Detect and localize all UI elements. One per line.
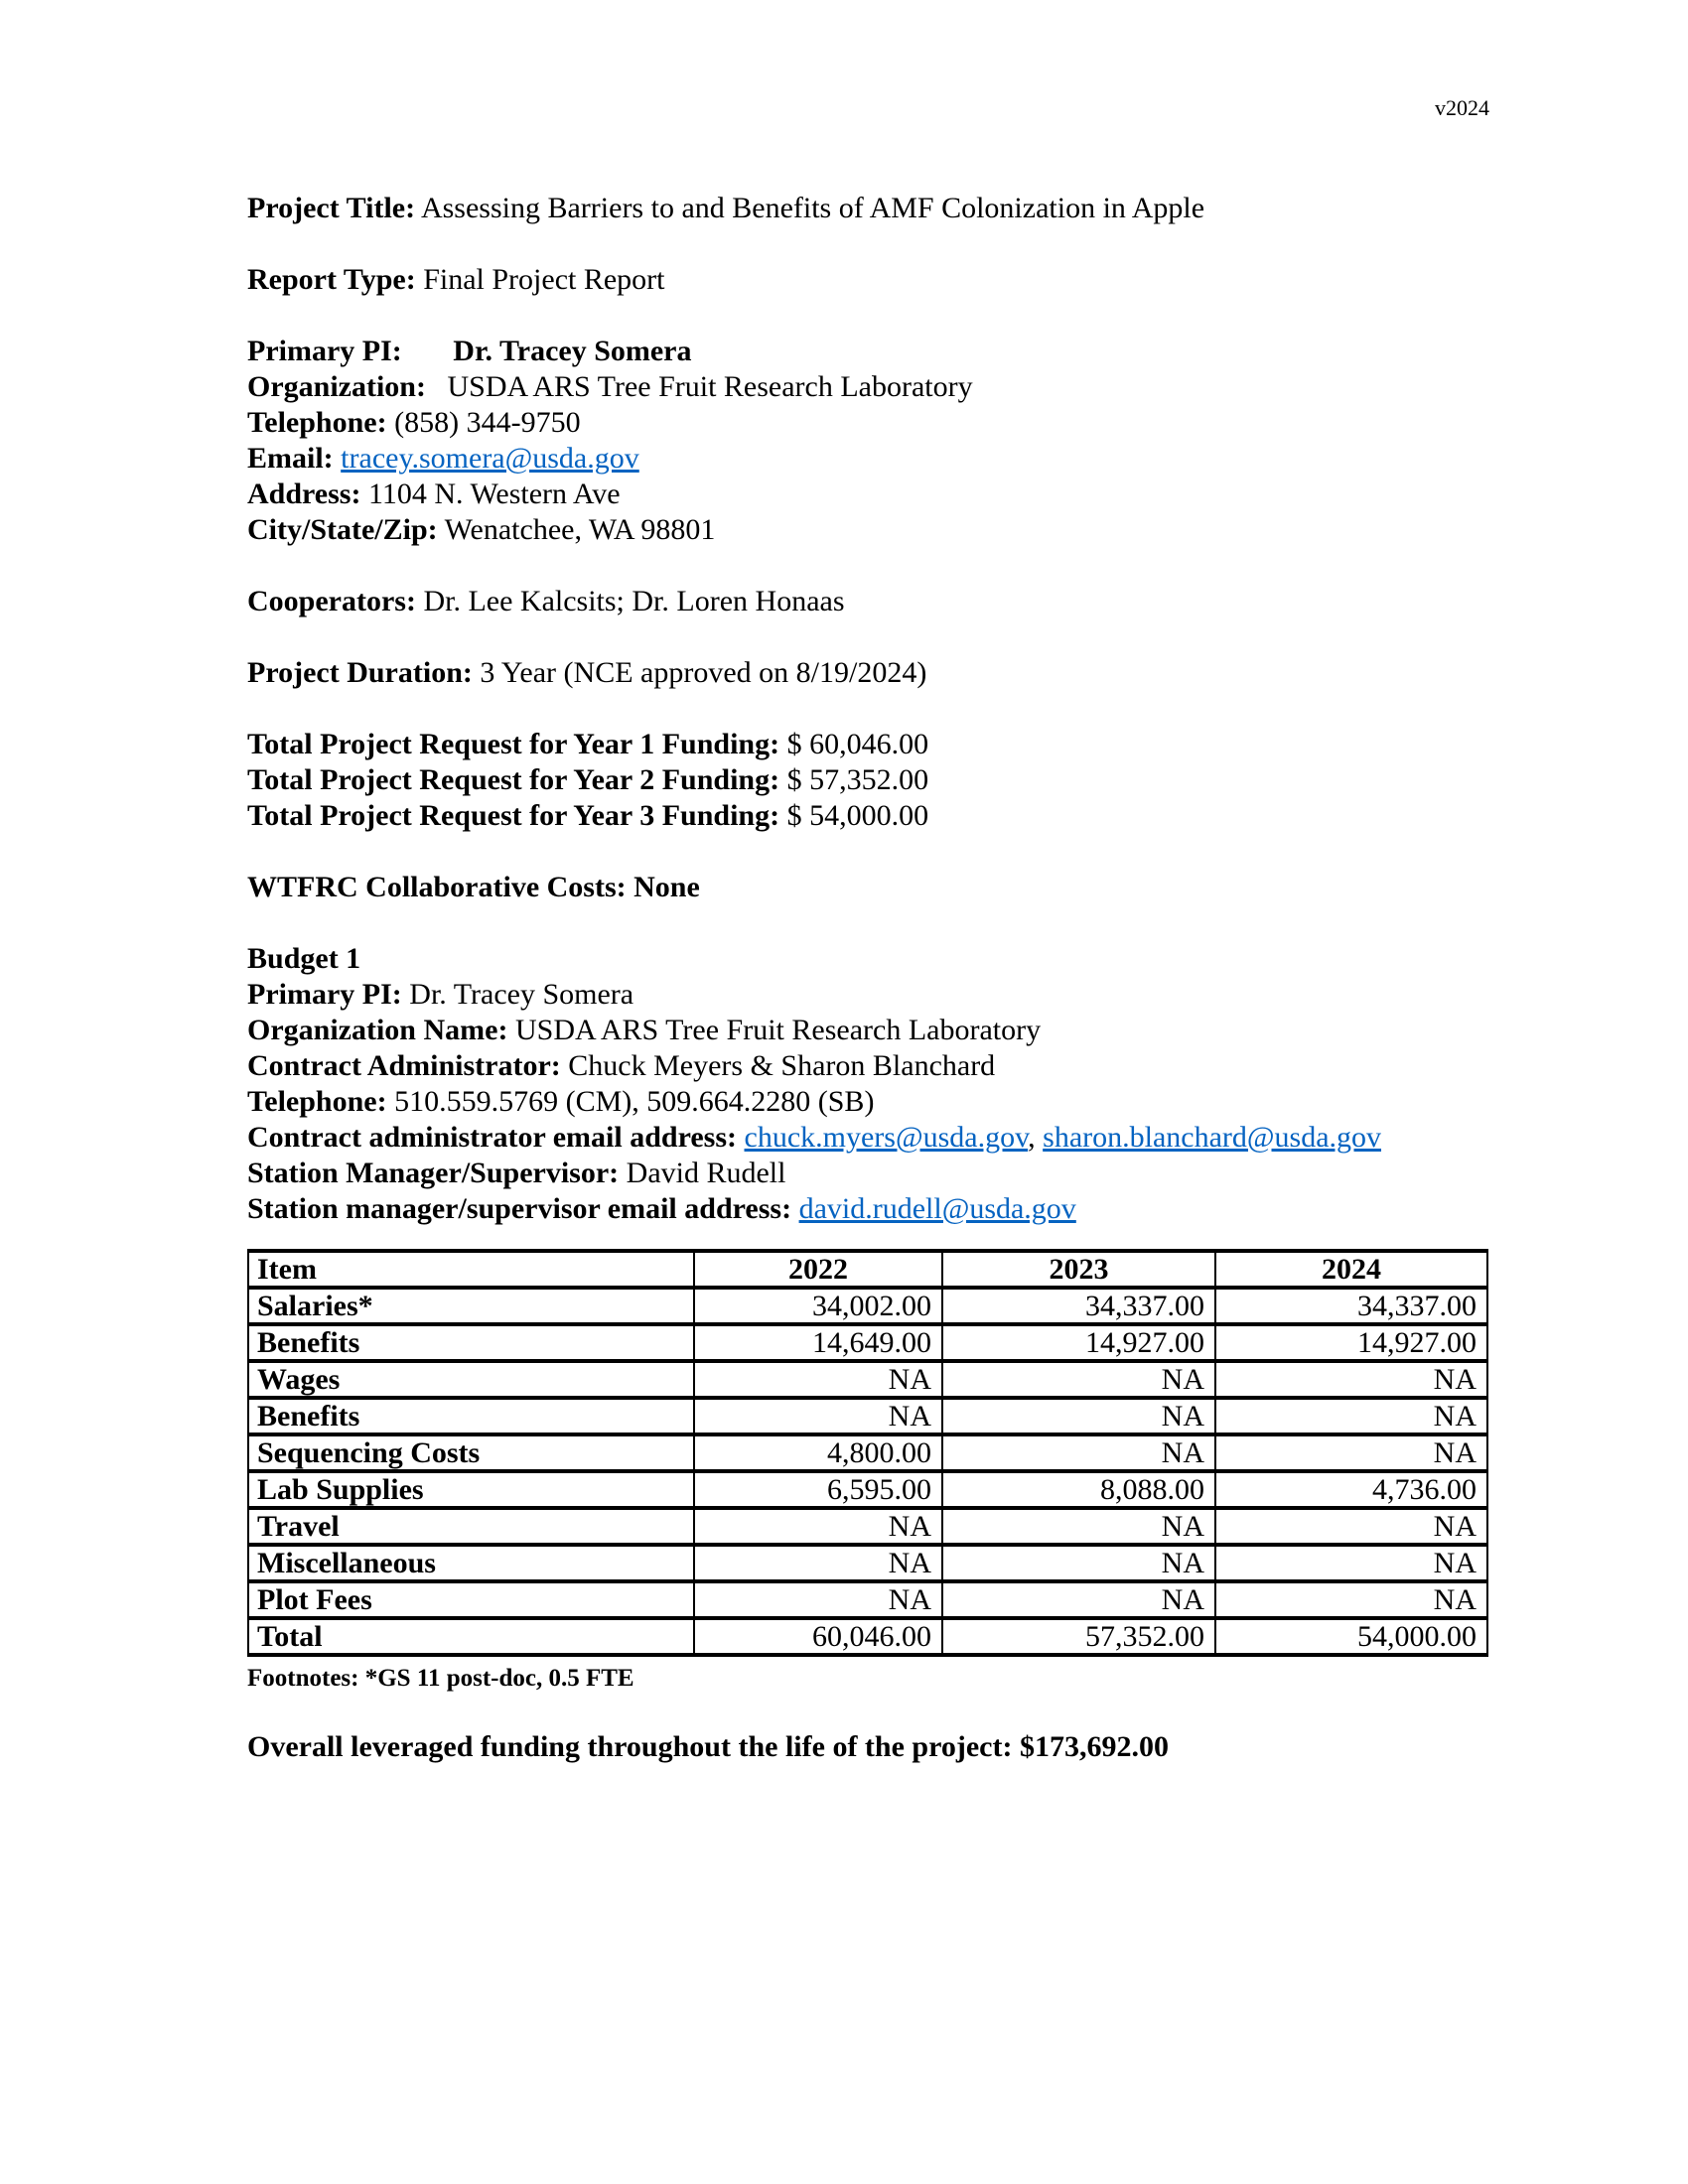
value-cell-2023: NA	[942, 1398, 1215, 1434]
telephone-line	[247, 405, 1490, 441]
city-state-zip-line	[247, 512, 1490, 548]
value-cell-2023: NA	[942, 1545, 1215, 1581]
email-label: Email:	[247, 442, 334, 475]
project-duration-line	[247, 655, 1490, 691]
item-cell: Benefits	[248, 1398, 694, 1434]
project-title-line	[247, 191, 1490, 226]
contract-admin-line	[247, 1048, 1490, 1084]
item-cell: Benefits	[248, 1324, 694, 1361]
value-cell-2023: NA	[942, 1434, 1215, 1471]
address-value: 1104 N. Western Ave	[367, 478, 621, 510]
table-row	[248, 1471, 1487, 1508]
value-cell-2024: 14,927.00	[1215, 1324, 1487, 1361]
value-cell-2023: 14,927.00	[942, 1324, 1215, 1361]
budget-info-block	[247, 941, 1490, 1227]
funding-year1-line	[247, 727, 1490, 762]
cooperators-value: Dr. Lee Kalcsits; Dr. Loren Honaas	[423, 585, 845, 617]
station-manager-email-label: Station manager/supervisor email address:	[247, 1192, 792, 1225]
value-cell-2024: NA	[1215, 1398, 1487, 1434]
value-cell-2022: 60,046.00	[694, 1618, 942, 1655]
pi-email-link[interactable]: tracey.somera@usda.gov	[341, 442, 639, 475]
telephone-label: Telephone:	[247, 406, 387, 439]
report-type-label: Report Type:	[247, 263, 416, 296]
budget-primary-pi-label: Primary PI:	[247, 978, 402, 1011]
value-cell-2022: 4,800.00	[694, 1434, 942, 1471]
value-cell-2023: NA	[942, 1361, 1215, 1398]
table-row	[248, 1434, 1487, 1471]
funding-year2-line	[247, 762, 1490, 798]
budget-telephone-line	[247, 1084, 1490, 1120]
funding-year1-value: $ 60,046.00	[786, 728, 929, 760]
budget-primary-pi-value: Dr. Tracey Somera	[409, 978, 634, 1011]
budget-telephone-value: 510.559.5769 (CM), 509.664.2280 (SB)	[394, 1085, 875, 1118]
address-line	[247, 477, 1490, 512]
budget-heading-text: Budget 1	[247, 942, 361, 975]
value-cell-2022: NA	[694, 1581, 942, 1618]
column-header-item: Item	[248, 1251, 694, 1288]
city-state-zip-value: Wenatchee, WA 98801	[444, 513, 716, 546]
column-header-2024: 2024	[1215, 1251, 1487, 1288]
value-cell-2023: NA	[942, 1581, 1215, 1618]
contract-admin-email-link-2[interactable]: sharon.blanchard@usda.gov	[1043, 1121, 1382, 1154]
contract-admin-email-link-1[interactable]: chuck.myers@usda.gov	[744, 1121, 1029, 1154]
table-row	[248, 1581, 1487, 1618]
table-row	[248, 1545, 1487, 1581]
funding-year2-label: Total Project Request for Year 2 Funding:	[247, 763, 780, 796]
footnotes-line: Footnotes: *GS 11 post-doc, 0.5 FTE	[247, 1665, 634, 1692]
primary-pi-line	[247, 334, 1490, 369]
primary-pi-value: Dr. Tracey Somera	[453, 335, 692, 367]
leveraged-funding-value: $173,692.00	[1019, 1730, 1169, 1763]
table-row-total	[248, 1618, 1487, 1655]
organization-label: Organization:	[247, 370, 426, 403]
budget-heading	[247, 941, 1490, 977]
table-row	[248, 1508, 1487, 1545]
item-cell: Miscellaneous	[248, 1545, 694, 1581]
telephone-value: (858) 344-9750	[394, 406, 581, 439]
station-manager-label: Station Manager/Supervisor:	[247, 1157, 620, 1189]
value-cell-2022: NA	[694, 1361, 942, 1398]
value-cell-2024: 4,736.00	[1215, 1471, 1487, 1508]
column-header-2022: 2022	[694, 1251, 942, 1288]
item-cell: Total	[248, 1618, 694, 1655]
budget-organization-value: USDA ARS Tree Fruit Research Laboratory	[514, 1014, 1042, 1046]
station-manager-email-link[interactable]: david.rudell@usda.gov	[798, 1192, 1076, 1225]
city-state-zip-label: City/State/Zip:	[247, 513, 438, 546]
funding-year3-label: Total Project Request for Year 3 Funding:	[247, 799, 780, 832]
value-cell-2023: 34,337.00	[942, 1288, 1215, 1324]
leveraged-funding-label: Overall leveraged funding throughout the life of the project:	[247, 1730, 1013, 1763]
value-cell-2022: 14,649.00	[694, 1324, 942, 1361]
value-cell-2024: 34,337.00	[1215, 1288, 1487, 1324]
value-cell-2024: NA	[1215, 1508, 1487, 1545]
value-cell-2024: NA	[1215, 1361, 1487, 1398]
contract-admin-value: Chuck Meyers & Sharon Blanchard	[568, 1049, 996, 1082]
value-cell-2022: 6,595.00	[694, 1471, 942, 1508]
value-cell-2023: NA	[942, 1508, 1215, 1545]
wtfrc-costs-line	[247, 870, 1490, 905]
value-cell-2022: 34,002.00	[694, 1288, 942, 1324]
leveraged-funding-line	[247, 1729, 1490, 1765]
table-row	[248, 1398, 1487, 1434]
project-duration-value: 3 Year (NCE approved on 8/19/2024)	[480, 656, 927, 689]
organization-line	[247, 369, 1490, 405]
station-manager-line	[247, 1156, 1490, 1191]
primary-pi-block	[247, 334, 1490, 548]
budget-organization-line	[247, 1013, 1490, 1048]
funding-year2-value: $ 57,352.00	[786, 763, 929, 796]
address-label: Address:	[247, 478, 361, 510]
table-row	[248, 1288, 1487, 1324]
report-type-line	[247, 262, 1490, 298]
value-cell-2024: NA	[1215, 1434, 1487, 1471]
contract-admin-email-separator: ,	[1028, 1121, 1036, 1154]
wtfrc-costs-label: WTFRC Collaborative Costs:	[247, 871, 627, 903]
value-cell-2022: NA	[694, 1508, 942, 1545]
contract-admin-label: Contract Administrator:	[247, 1049, 561, 1082]
item-cell: Sequencing Costs	[248, 1434, 694, 1471]
budget-primary-pi-line	[247, 977, 1490, 1013]
value-cell-2024: NA	[1215, 1545, 1487, 1581]
item-cell: Travel	[248, 1508, 694, 1545]
document-content	[247, 191, 1490, 1765]
table-row	[248, 1361, 1487, 1398]
budget-telephone-label: Telephone:	[247, 1085, 387, 1118]
cooperators-line	[247, 584, 1490, 619]
contract-admin-email-line	[247, 1120, 1490, 1156]
funding-year3-value: $ 54,000.00	[786, 799, 929, 832]
value-cell-2024: NA	[1215, 1581, 1487, 1618]
wtfrc-costs-value: None	[633, 871, 700, 903]
organization-value: USDA ARS Tree Fruit Research Laboratory	[447, 370, 973, 403]
station-manager-value: David Rudell	[626, 1157, 786, 1189]
funding-requests-block	[247, 727, 1490, 834]
project-duration-label: Project Duration:	[247, 656, 473, 689]
budget-table	[247, 1249, 1488, 1657]
column-header-2023: 2023	[942, 1251, 1215, 1288]
project-title-value: Assessing Barriers to and Benefits of AMF Colonization in Apple	[420, 192, 1205, 224]
primary-pi-label: Primary PI:	[247, 335, 402, 367]
contract-admin-email-label: Contract administrator email address:	[247, 1121, 738, 1154]
funding-year3-line	[247, 798, 1490, 834]
item-cell: Salaries*	[248, 1288, 694, 1324]
email-line	[247, 441, 1490, 477]
item-cell: Lab Supplies	[248, 1471, 694, 1508]
version-tag: v2024	[1435, 95, 1489, 120]
value-cell-2022: NA	[694, 1545, 942, 1581]
cooperators-label: Cooperators:	[247, 585, 416, 617]
station-manager-email-line	[247, 1191, 1490, 1227]
report-type-value: Final Project Report	[423, 263, 665, 296]
table-row	[248, 1324, 1487, 1361]
value-cell-2022: NA	[694, 1398, 942, 1434]
value-cell-2024: 54,000.00	[1215, 1618, 1487, 1655]
budget-organization-label: Organization Name:	[247, 1014, 508, 1046]
value-cell-2023: 8,088.00	[942, 1471, 1215, 1508]
item-cell: Wages	[248, 1361, 694, 1398]
item-cell: Plot Fees	[248, 1581, 694, 1618]
project-title-label: Project Title:	[247, 192, 416, 224]
value-cell-2023: 57,352.00	[942, 1618, 1215, 1655]
funding-year1-label: Total Project Request for Year 1 Funding:	[247, 728, 780, 760]
table-header-row	[248, 1251, 1487, 1288]
